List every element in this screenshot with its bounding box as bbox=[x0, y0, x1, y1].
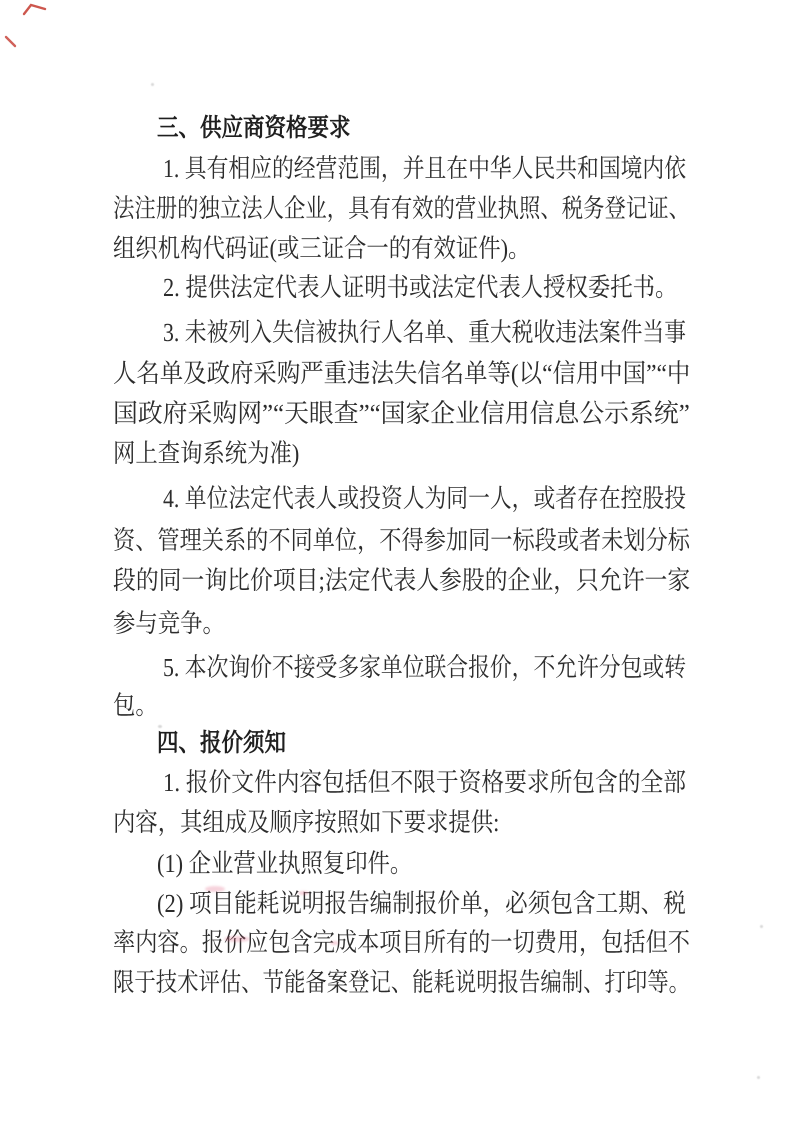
scan-speckle bbox=[298, 891, 309, 895]
scan-speckle bbox=[224, 936, 250, 942]
red-pen-mark-icon bbox=[3, 34, 19, 50]
s3-item3-line4: 网上查询系统为准) bbox=[113, 439, 300, 468]
s3-item3-line2: 人名单及政府采购严重违法失信名单等(以“信用中国”“中 bbox=[113, 359, 691, 388]
scan-speckle bbox=[151, 83, 154, 86]
s4-item2-line1: (1) 企业营业执照复印件。 bbox=[157, 849, 413, 878]
s4-item3-line3: 限于技术评估、节能备案登记、能耗说明报告编制、打印等。 bbox=[113, 968, 691, 997]
s4-item3-line2: 率内容。报价应包含完成本项目所有的一切费用，包括但不 bbox=[113, 928, 691, 957]
scan-speckle bbox=[760, 925, 763, 928]
scan-speckle bbox=[330, 941, 339, 945]
s3-item4-line1: 4. 单位法定代表人或投资人为同一人，或者存在控股投 bbox=[163, 484, 687, 513]
s4-item1-line1: 1. 报价文件内容包括但不限于资格要求所包含的全部 bbox=[163, 768, 687, 797]
s3-item4-line3: 段的同一询比价项目;法定代表人参股的企业，只允许一家 bbox=[113, 566, 691, 595]
s3-item3-line1: 3. 未被列入失信被执行人名单、重大税收违法案件当事 bbox=[163, 318, 687, 347]
scan-speckle bbox=[205, 886, 225, 892]
s3-item3-line3: 国政府采购网”“天眼查”“国家企业信用信息公示系统” bbox=[113, 399, 690, 428]
section3-heading: 三、供应商资格要求 bbox=[157, 115, 351, 142]
red-pen-mark-icon bbox=[22, 2, 48, 18]
s4-item1-line2: 内容，其组成及顺序按照如下要求提供: bbox=[113, 808, 500, 837]
s3-item5-line2: 包。 bbox=[113, 691, 158, 720]
s3-item4-line4: 参与竞争。 bbox=[113, 609, 225, 638]
s3-item1-line3: 组织机构代码证(或三证合一的有效证件)。 bbox=[113, 234, 531, 263]
s3-item1-line2: 法注册的独立法人企业，具有有效的营业执照、税务登记证、 bbox=[113, 194, 691, 223]
section4-heading: 四、报价须知 bbox=[157, 730, 287, 757]
s3-item4-line2: 资、管理关系的不同单位，不得参加同一标段或者未划分标 bbox=[113, 526, 691, 555]
s3-item1-line1: 1. 具有相应的经营范围，并且在中华人民共和国境内依 bbox=[163, 154, 687, 183]
scan-speckle bbox=[757, 1076, 760, 1079]
s4-item3-line1: (2) 项目能耗说明报告编制报价单，必须包含工期、税 bbox=[157, 889, 686, 918]
s3-item2-line1: 2. 提供法定代表人证明书或法定代表人授权委托书。 bbox=[163, 273, 678, 302]
s3-item5-line1: 5. 本次询价不接受多家单位联合报价，不允许分包或转 bbox=[163, 653, 687, 682]
scan-speckle bbox=[158, 725, 162, 728]
